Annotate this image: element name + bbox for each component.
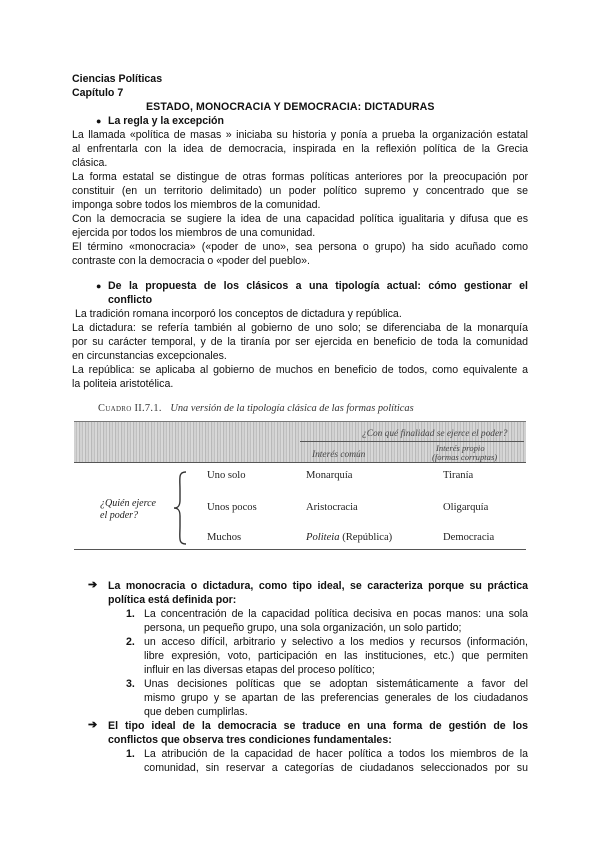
table-rule (74, 549, 526, 550)
table-cell-common-italic: Politeia (306, 532, 340, 543)
paragraph-line: imponga sobre todos los miembros de la comunidad. (72, 199, 321, 211)
table-question-column: ¿Con qué finalidad se ejerce el poder? (362, 429, 508, 439)
section-heading-regla: La regla y la excepción (108, 115, 224, 127)
page-title: ESTADO, MONOCRACIA Y DEMOCRACIA: DICTADURAS (146, 101, 435, 113)
table-rule (74, 462, 526, 463)
paragraph-line: ejercida por todos los miembros de una comunidad. (72, 227, 316, 239)
table-cell-own: Tiranía (443, 470, 474, 481)
list-item-line: mismo grupo y se apartan de las preferencias generales de los ciudadanos (144, 692, 528, 704)
curly-brace-icon (170, 470, 190, 546)
paragraph-line: contraste con la democracia o «poder del pueblo». (72, 255, 310, 267)
table-cell-who: Unos pocos (207, 502, 257, 513)
democracy-intro-cont: conflictos que observa tres condiciones fundamentales: (108, 734, 392, 746)
monocracy-intro-cont: política está definida por: (108, 594, 237, 606)
list-number: 1. (126, 608, 135, 620)
paragraph-line: constituir (en un territorio delimitado) un poder político supremo y concentrado que se (72, 185, 528, 197)
table-cell-common-rest: (República) (339, 532, 393, 543)
arrow-right-icon: ➔ (88, 719, 98, 731)
bullet-icon: ● (96, 116, 102, 126)
section-heading-propuesta: De la propuesta de los clásicos a una tipología actual: cómo gestionar el (108, 280, 528, 292)
list-number: 2. (126, 636, 135, 648)
table-cell-own: Oligarquía (443, 502, 489, 513)
table-col-own: Interés propio (436, 443, 485, 453)
arrow-right-icon: ➔ (88, 579, 98, 591)
table-cell-who: Uno solo (207, 470, 246, 481)
list-item-line: La atribución de la capacidad de hacer política a todos los miembros de la (144, 748, 528, 760)
table-row-question: ¿Quién ejerce (100, 498, 156, 509)
paragraph-line: clásica. (72, 157, 108, 169)
table-cell-own: Democracia (443, 532, 495, 543)
paragraph-line: La tradición romana incorporó los conceptos de dictadura y república. (72, 308, 402, 320)
paragraph-line: la politeia aristotélica. (72, 378, 174, 390)
table-caption (98, 403, 414, 414)
table-cell-common: Aristocracia (306, 502, 358, 513)
table-rule (300, 441, 524, 442)
bullet-icon: ● (96, 281, 102, 291)
paragraph-line: El término «monocracia» («poder de uno», sea persona o grupo) ha sido acuñado como (72, 241, 528, 253)
subject-title: Ciencias Políticas (72, 73, 163, 85)
section-heading-propuesta-cont: conflicto (108, 294, 153, 306)
paragraph-line: en circunstancias excepcionales. (72, 350, 227, 362)
table-col-common: Interés común (312, 450, 366, 460)
list-item-line: Unas decisiones políticas que se adoptan sistemáticamente a favor del (144, 678, 528, 690)
table-col-own-note: (formas corruptas) (432, 452, 498, 462)
paragraph-line: por su carácter temporal, y de la tiranía por ser ejercida en beneficio de toda la comunidad (72, 336, 528, 348)
paragraph-line: La república: se aplicaba al gobierno de muchos en beneficio de todos, como equivalente a (72, 364, 528, 376)
table-caption-text: Una versión de la tipología clásica de las formas políticas (170, 403, 414, 414)
list-item-line: La concentración de la capacidad política decisiva en pocas manos: una sola (144, 608, 528, 620)
monocracy-intro: La monocracia o dictadura, como tipo ideal, se caracteriza porque su práctica (108, 580, 528, 592)
list-item-line: comunidad, sin reservar a categorías de ciudadanos seleccionados por su (144, 762, 528, 774)
paragraph-line: Con la democracia se sugiere la idea de una capacidad política igualitaria y difusa que es (72, 213, 528, 225)
table-row-question-cont: el poder? (100, 510, 139, 521)
chapter-title: Capítulo 7 (72, 87, 124, 99)
table-caption-label: Cuadro II.7.1. (98, 403, 162, 414)
list-number: 3. (126, 678, 135, 690)
list-item-line: influir en las diversas etapas del proceso político; (144, 664, 375, 676)
list-item-line: un acceso difícil, arbitrario y selectivo a los medios y recursos (información, (144, 636, 528, 648)
list-number: 1. (126, 748, 135, 760)
list-item-line: persona, un pequeño grupo, una sola organización, un solo partido; (144, 622, 462, 634)
table-cell-common: Monarquía (306, 470, 353, 481)
table-rule (74, 421, 526, 422)
paragraph-line: La dictadura: se refería también al gobierno de uno solo; se diferenciaba de la monarquía (72, 322, 528, 334)
table-cell-who: Muchos (207, 532, 242, 543)
paragraph-line: La forma estatal se distingue de otras formas políticas anteriores por la preocupación por (72, 171, 528, 183)
democracy-intro: El tipo ideal de la democracia se traduce en una forma de gestión de los (108, 720, 528, 732)
paragraph-line: al enfrentarla con la idea de democracia, inspirada en la reflexión política de la Grecia (72, 143, 528, 155)
list-item-line: que deben cumplirlas. (144, 706, 248, 718)
list-item-line: libre expresión, voto, participación en las instituciones, etc.) que permiten (144, 650, 528, 662)
paragraph-line: La llamada «política de masas » iniciaba su historia y ponía a prueba la organización estatal (72, 129, 528, 141)
table-cell-common (306, 532, 392, 543)
